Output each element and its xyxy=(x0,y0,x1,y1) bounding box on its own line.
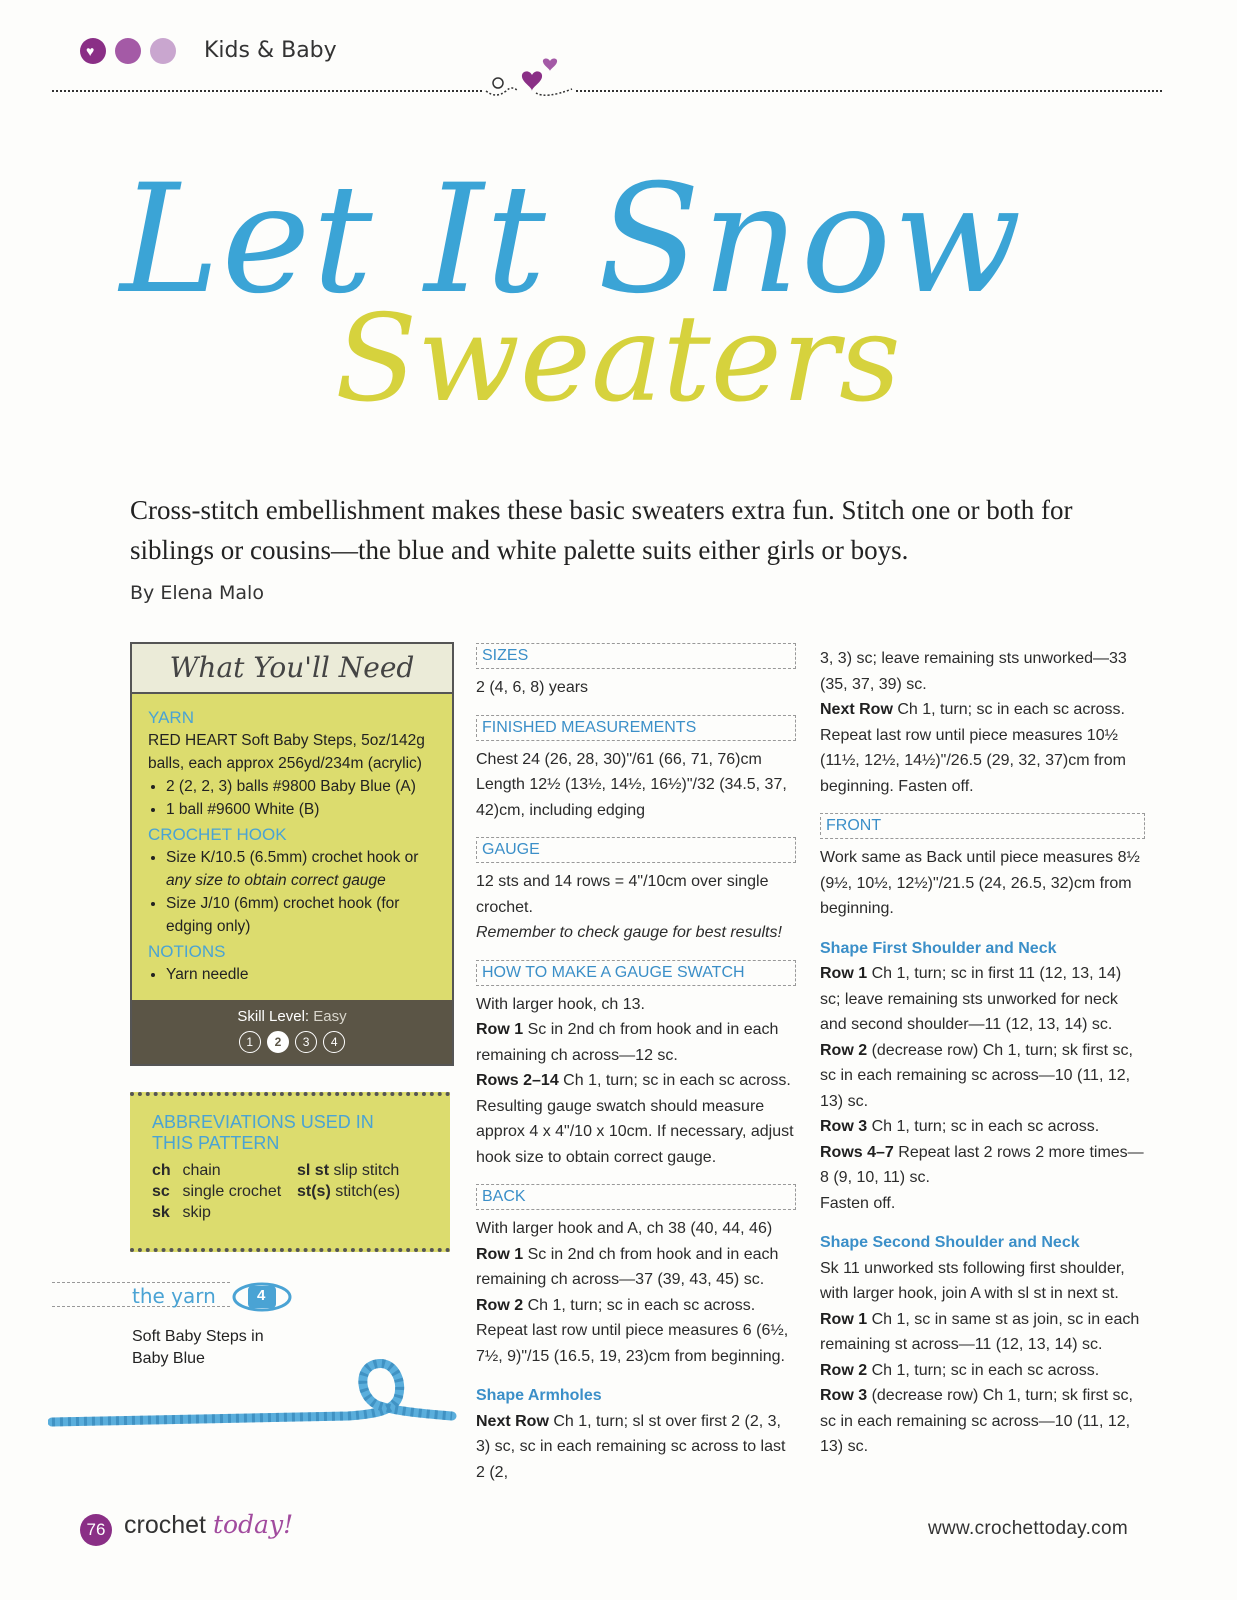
yarn-divider xyxy=(52,1282,230,1283)
abbr-item: sl st slip stitch xyxy=(297,1162,400,1179)
shoulder-row: Row 3 (decrease row) Ch 1, turn; sk first sc, sc in each remaining sc across—10 (11, 12, 13) sc. xyxy=(820,1387,1133,1455)
shoulder-row: Rows 4–7 Repeat last 2 rows 2 more times—8 (9, 10, 11) sc. xyxy=(820,1143,1144,1186)
yarn-desc: Soft Baby Steps in Baby Blue xyxy=(132,1328,264,1367)
hook-item: • Size J/10 (6mm) crochet hook (for edging only) xyxy=(166,892,438,938)
header-rule xyxy=(52,90,1162,92)
armholes-row: Next Row Ch 1, turn; sl st over first 2 (2, 3, 3) sc, sc in each remaining sc across to last 2 (2, xyxy=(476,1412,786,1481)
intro-text: Cross-stitch embellishment makes these basic sweaters extra fun. Stitch one or both for siblings or cousins—the blue and white palette suits either girls or boys. xyxy=(130,495,1073,565)
hearts-icon xyxy=(484,55,574,105)
yarn-description: RED HEART Soft Baby Steps, 5oz/142g balls, each approx 256yd/234m (acrylic) xyxy=(148,732,425,772)
swatch-intro: With larger hook, ch 13. xyxy=(476,995,645,1013)
shoulder-row: Row 1 Ch 1, turn; sc in first 11 (12, 13, 14) sc; leave remaining sts unworked for neck and second shoulder—11 (12, 13, 14) sc. xyxy=(820,965,1122,1033)
skill-level-3: 3 xyxy=(295,1031,317,1053)
abbr-item: sk skip xyxy=(152,1204,211,1221)
armholes-heading: Shape Armholes xyxy=(476,1387,602,1404)
hook-item: • Size K/10.5 (6.5mm) crochet hook or any size to obtain correct gauge xyxy=(166,846,438,892)
shoulder-row: Row 2 (decrease row) Ch 1, turn; sk first sc, sc in each remaining sc across—10 (11, 12, 13) sc. xyxy=(820,1041,1133,1110)
materials-heading: What You'll Need xyxy=(132,644,452,694)
first-shoulder-heading: Shape First Shoulder and Neck xyxy=(820,939,1057,957)
sizes-heading: SIZES xyxy=(476,643,796,669)
shoulder-row: Row 1 Ch 1, sc in same st as join, sc in each remaining st across—11 (12, 13, 14) sc. xyxy=(820,1310,1140,1353)
back-row: Next Row Ch 1, turn; sc in each sc across. Repeat last row until piece measures 10½ (11½, 12½, 14½)"/26.5 (29, 32, 37)cm from beginning. Fasten off. xyxy=(820,701,1126,795)
section-label: Kids & Baby xyxy=(204,38,337,63)
finished-measurements-heading: FINISHED MEASUREMENTS xyxy=(476,715,796,741)
skill-level-4: 4 xyxy=(323,1031,345,1053)
finished-measurements-text: Chest 24 (26, 28, 30)"/61 (66, 71, 76)cm Length 12½ (13½, 14½, 16½)"/32 (34.5, 37, 42)cm, including edging xyxy=(476,750,787,819)
skill-label: Skill Level: xyxy=(237,1008,310,1025)
back-row: Row 2 Ch 1, turn; sc in each sc across. Repeat last row until piece measures 6 (6½, 7½, 9)"/15 (16.5, 19, 23)cm from beginning. xyxy=(476,1296,789,1365)
shoulder-row: Row 3 Ch 1, turn; sc in each sc across. xyxy=(820,1118,1100,1135)
heart-badge-icon: ♥ xyxy=(80,38,106,64)
abbr-item: sc single crochet xyxy=(152,1183,282,1200)
sizes-text: 2 (4, 6, 8) years xyxy=(476,679,589,696)
pattern-column-2 xyxy=(820,646,1145,1460)
gauge-text: 12 sts and 14 rows = 4"/10cm over single crochet. xyxy=(476,873,769,916)
materials-box xyxy=(130,642,454,1066)
second-shoulder-heading: Shape Second Shoulder and Neck xyxy=(820,1234,1080,1251)
circle-icon xyxy=(150,38,176,64)
yarn-item: • 2 (2, 2, 3) balls #9800 Baby Blue (A) xyxy=(166,775,438,798)
gauge-heading: GAUGE xyxy=(476,837,796,863)
front-heading: FRONT xyxy=(820,813,1145,839)
website-url: www.crochettoday.com xyxy=(928,1518,1128,1539)
swatch-row: Rows 2–14 Ch 1, turn; sc in each sc across. Resulting gauge swatch should measure approx 4 x 4"/10 x 10cm. If necessary, adjust hook size to obtain correct gauge. xyxy=(476,1072,794,1166)
notions-heading: NOTIONS xyxy=(148,942,226,961)
title-line-2: Sweaters xyxy=(335,290,901,429)
circle-icon xyxy=(115,38,141,64)
abbr-item: st(s) stitch(es) xyxy=(297,1183,401,1200)
abbreviations-box xyxy=(130,1092,450,1252)
shoulder-row: Row 2 Ch 1, turn; sc in each sc across. xyxy=(820,1361,1100,1379)
yarn-item: • 1 ball #9600 White (B) xyxy=(166,798,438,821)
skill-value: Easy xyxy=(313,1008,347,1025)
yarn-weight-badge xyxy=(232,1282,292,1317)
yarn-strand-image xyxy=(48,1340,458,1440)
pattern-column-1 xyxy=(476,643,796,1485)
skill-level-1: 1 xyxy=(239,1031,261,1053)
page-number: 76 xyxy=(80,1514,112,1546)
magazine-logo: crochet today! xyxy=(124,1510,294,1539)
yarn-label: the yarn xyxy=(132,1284,216,1308)
title-line-1: Let It Snow xyxy=(120,153,1024,327)
back-intro: With larger hook and A, ch 38 (40, 44, 46) xyxy=(476,1220,773,1237)
continued-text: 3, 3) sc; leave remaining sts unworked—33 (35, 37, 39) sc. xyxy=(820,650,1127,693)
front-text: Work same as Back until piece measures 8½ (9½, 10½, 12½)"/21.5 (24, 26.5, 32)cm from beginning. xyxy=(820,849,1140,917)
abbr-item: ch chain xyxy=(152,1162,221,1179)
notions-item: • Yarn needle xyxy=(166,963,438,986)
yarn-heading: YARN xyxy=(148,708,194,727)
back-row: Row 1 Sc in 2nd ch from hook and in each remaining ch across—37 (39, 43, 45) sc. xyxy=(476,1245,779,1288)
shoulder-end: Fasten off. xyxy=(820,1194,896,1212)
second-shoulder-intro: Sk 11 unworked sts following first shoulder, with larger hook, join A with sl st in next st. xyxy=(820,1259,1125,1302)
back-heading: BACK xyxy=(476,1184,796,1210)
gauge-swatch-heading: HOW TO MAKE A GAUGE SWATCH xyxy=(476,960,796,986)
abbreviations-title: ABBREVIATIONS USED IN THIS PATTERN xyxy=(152,1112,374,1153)
byline: By Elena Malo xyxy=(130,582,264,604)
yarn-weight-number: 4 xyxy=(257,1287,266,1304)
swatch-row: Row 1 Sc in 2nd ch from hook and in each remaining ch across—12 sc. xyxy=(476,1021,779,1064)
skill-level-2: 2 xyxy=(267,1031,289,1053)
hook-heading: CROCHET HOOK xyxy=(148,825,287,844)
skill-level-bar xyxy=(132,1000,452,1064)
gauge-note: Remember to check gauge for best results! xyxy=(476,924,782,941)
